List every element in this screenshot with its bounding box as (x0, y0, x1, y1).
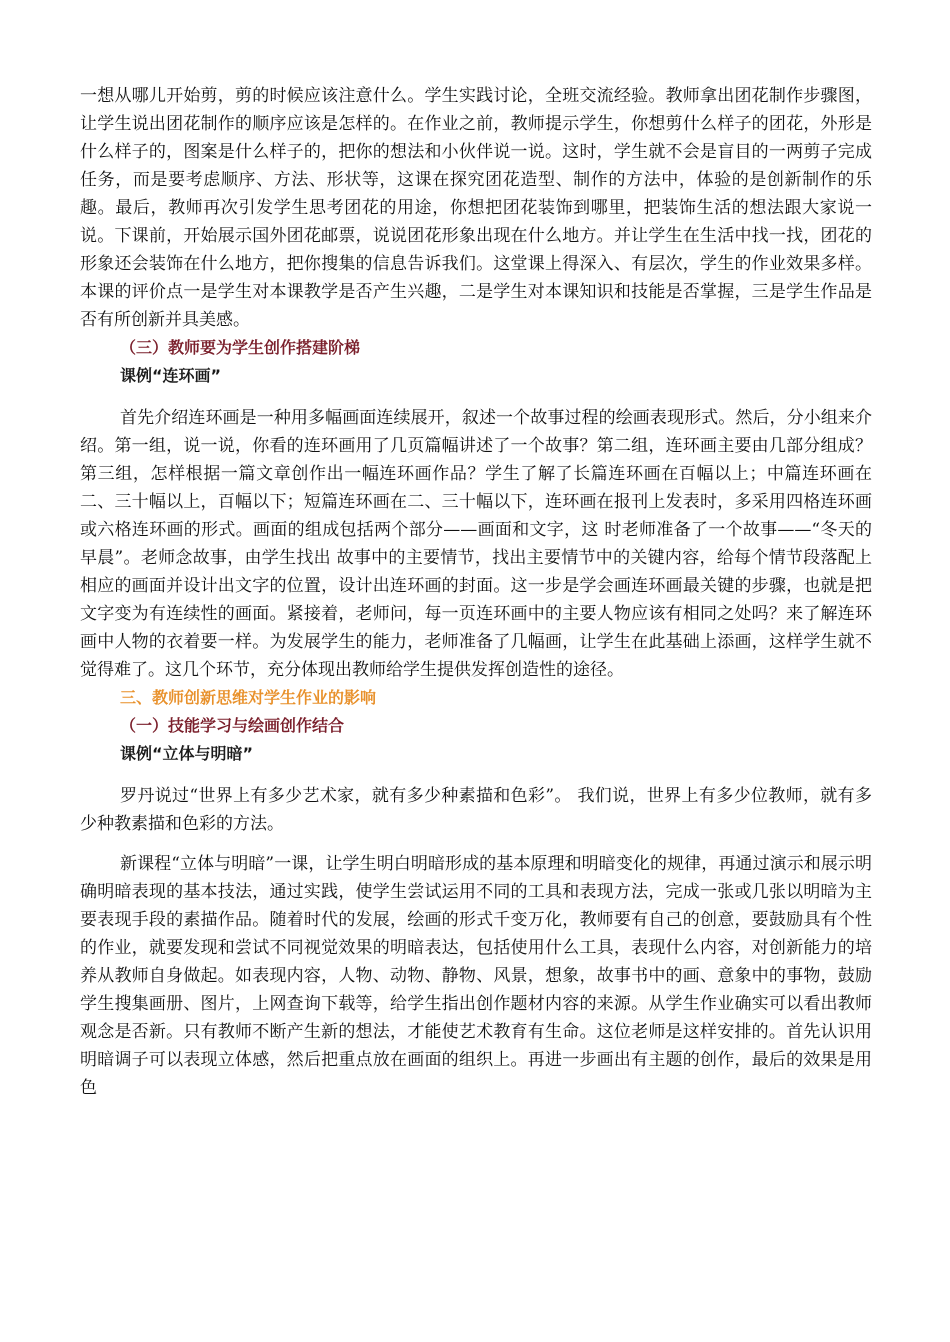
section-heading-ladder: （三）教师要为学生创作搭建阶梯 (120, 338, 361, 357)
document-page (80, 82, 872, 1102)
paragraph-lianhuanhua: 首先介绍连环画是一种用多幅画面连续展开，叙述一个故事过程的绘画表现形式。然后，分小组来介绍。第一组，说一说，你看的连环画用了几页篇幅讲述了一个故事？第二组，连环画主要由几部分组成？第三组，怎样根据一篇文章创作出一幅连环画作品？学生了解了长篇连环画在百幅以上；中篇连环画在二、三十幅以上，百幅以下；短篇连环画在二、三十幅以下，连环画在报刊上发表时，多采用四格连环画或六格连环画的形式。画面的组成包括两个部分——画面和文字，这 时老师准备了一个故事——“冬天的早晨”。老师念故事，由学生找出 故事中的主要情节，找出主要情节中的关键内容，给每个情节段落配上相应的画面并设计出文字的位置，设计出连环画的封面。这一步是学会画连环画最关键的步骤，也就是把文字变为有连续性的画面。紧接着，老师问，每一页连环画中的主要人物应该有相同之处吗？来了解连环画中人物的衣着要一样。为发展学生的能力，老师准备了几幅画，让学生在此基础上添画，这样学生就不觉得难了。这几个环节，充分体现出教师给学生提供发挥创造性的途径。 (80, 408, 872, 680)
paragraph-rodin-quote: 罗丹说过“世界上有多少艺术家，就有多少种素描和色彩”。 我们说，世界上有多少位教师，就有多少种教素描和色彩的方法。 (80, 786, 872, 834)
case-heading-lianhuanhua: 课例“连环画” (120, 366, 222, 385)
chapter-heading-innovation: 三、教师创新思维对学生作业的影响 (120, 688, 377, 707)
paragraph-new-course: 新课程“立体与明暗”一课，让学生明白明暗形成的基本原理和明暗变化的规律，再通过演示和展示明确明暗表现的基本技法，通过实践，使学生尝试运用不同的工具和表现方法，完成一张或几张以明暗为主要表现手段的素描作品。随着时代的发展，绘画的形式千变万化，教师要有自己的创意，要鼓励具有个性的作业，就要发现和尝试不同视觉效果的明暗表达，包括使用什么工具，表现什么内容，对创新能力的培养从教师自身做起。如表现内容，人物、动物、静物、风景，想象，故事书中的画、意象中的事物，鼓励学生搜集画册、图片，上网查询下载等，给学生指出创作题材内容的来源。从学生作业确实可以看出教师观念是否新。只有教师不断产生新的想法，才能使艺术教育有生命。这位老师是这样安排的。首先认识用明暗调子可以表现立体感，然后把重点放在画面的组织上。再进一步画出有主题的创作，最后的效果是用色 (80, 854, 872, 1098)
paragraph-tuanhua-continued: 一想从哪儿开始剪，剪的时候应该注意什么。学生实践讨论，全班交流经验。教师拿出团花制作步骤图，让学生说出团花制作的顺序应该是怎样的。在作业之前，教师提示学生，你想剪什么样子的团花，外形是什么样子的，图案是什么样子的，把你的想法和小伙伴说一说。这时，学生就不会是盲目的一两剪子完成任务，而是要考虑顺序、方法、形状等，这课在探究团花造型、制作的方法中，体验的是创新制作的乐趣。最后，教师再次引发学生思考团花的用途，你想把团花装饰到哪里，把装饰生活的想法跟大家说一说。下课前，开始展示国外团花邮票，说说团花形象出现在什么地方。并让学生在生活中找一找，团花的形象还会装饰在什么地方，把你搜集的信息告诉我们。这堂课上得深入、有层次，学生的作业效果多样。本课的评价点一是学生对本课教学是否产生兴趣，二是学生对本课知识和技能是否掌握，三是学生作品是否有所创新并具美感。 (80, 86, 872, 330)
section-heading-skills: （一）技能学习与绘画创作结合 (120, 716, 345, 735)
case-heading-lighting: 课例“立体与明暗” (120, 744, 254, 763)
